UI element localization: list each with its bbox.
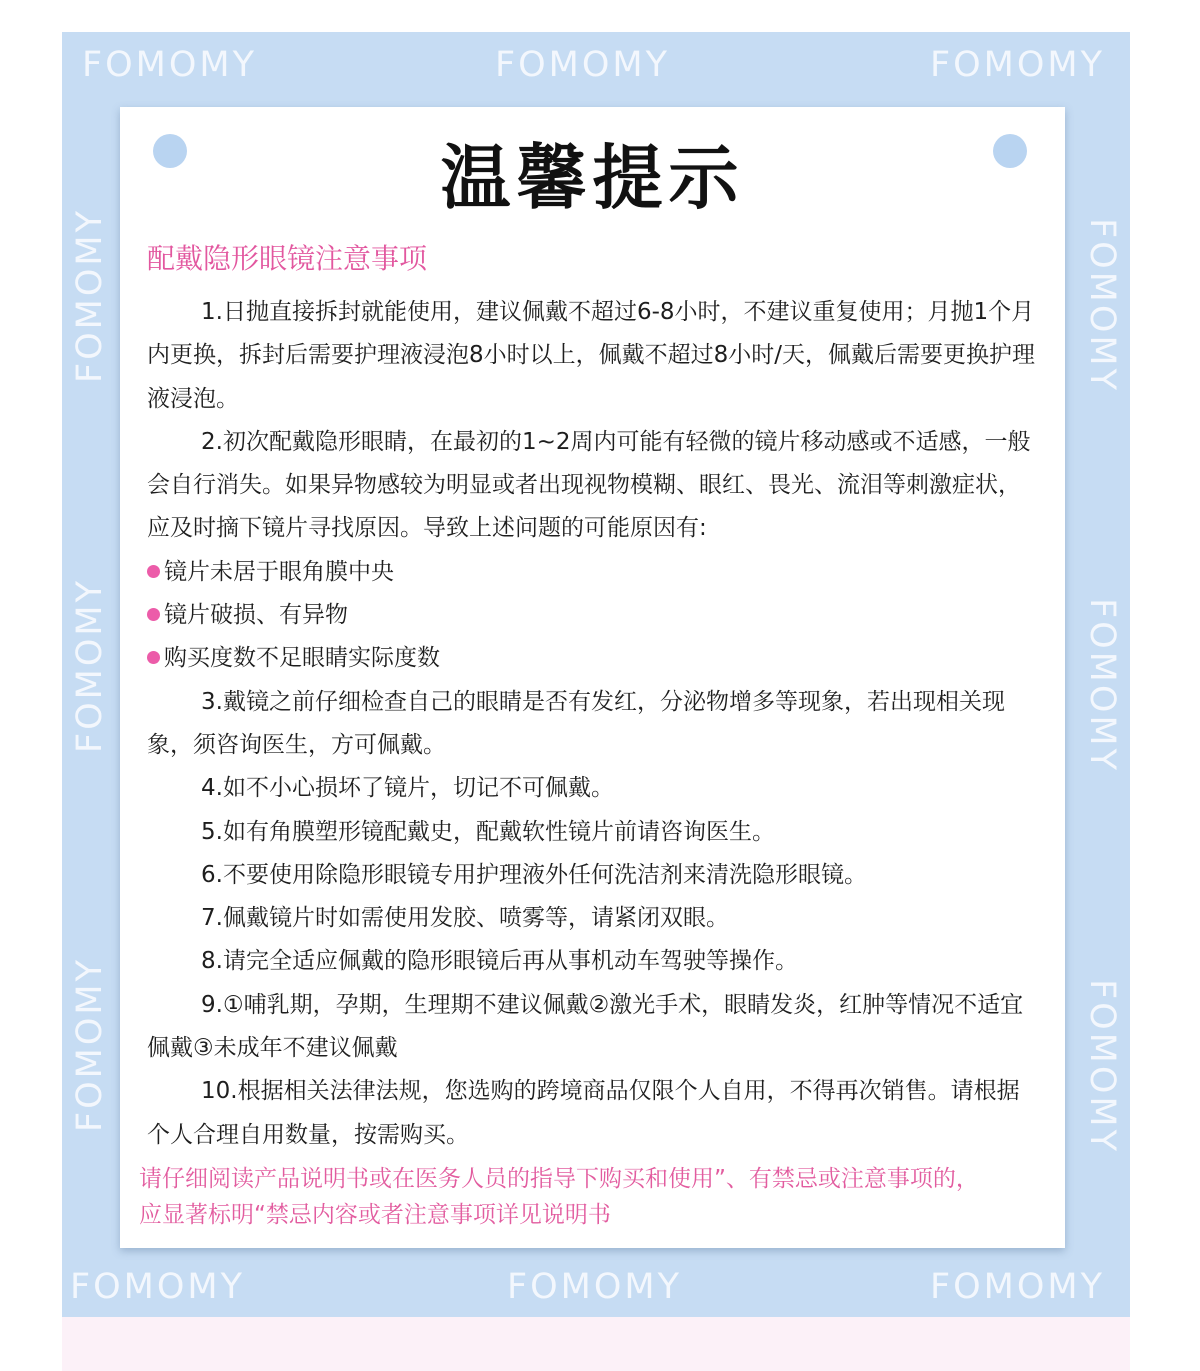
watermark-right-2: FOMOMY bbox=[1082, 598, 1122, 774]
watermark-left-3: FOMOMY bbox=[70, 956, 110, 1132]
watermark-top-right: FOMOMY bbox=[930, 45, 1106, 85]
cause-bullet-1 bbox=[147, 551, 1042, 594]
watermark-top-center: FOMOMY bbox=[495, 45, 671, 85]
precaution-item-6: 6.不要使用除隐形眼镜专用护理液外任何洗洁剂来清洗隐形眼镜。 bbox=[201, 861, 867, 888]
precaution-item-2: 2.初次配戴隐形眼睛，在最初的1~2周内可能有轻微的镜片移动感或不适感，一般会自行消失。如果异物感较为明显或者出现视物模糊、眼红、畏光、流泪等刺激症状，应及时摘下镜片寻找原因。导致上述问题的可能原因有: bbox=[147, 428, 1031, 542]
watermark-right-1: FOMOMY bbox=[1082, 218, 1122, 394]
watermark-left-1: FOMOMY bbox=[70, 207, 110, 383]
bullet-dot-icon bbox=[147, 608, 160, 621]
precaution-item-3: 3.戴镜之前仔细检查自己的眼睛是否有发红，分泌物增多等现象，若出现相关现象，须咨询医生，方可佩戴。 bbox=[147, 688, 1005, 758]
precaution-item-4: 4.如不小心损坏了镜片，切记不可佩戴。 bbox=[201, 775, 614, 802]
legal-notice-line-2: 应显著标明“禁忌内容或者注意事项详见说明书 bbox=[139, 1202, 611, 1228]
precaution-item-5: 5.如有角膜塑形镜配戴史，配戴软性镜片前请咨询医生。 bbox=[201, 818, 775, 845]
bullet-dot-icon bbox=[147, 651, 160, 664]
bottom-band bbox=[62, 1317, 1130, 1371]
cause-bullet-2 bbox=[147, 594, 1042, 637]
cause-bullet-3 bbox=[147, 637, 1042, 680]
precaution-item-8: 8.请完全适应佩戴的隐形眼镜后再从事机动车驾驶等操作。 bbox=[201, 948, 798, 975]
notice-card bbox=[120, 107, 1065, 1248]
legal-notice bbox=[139, 1161, 1057, 1233]
page-title: 温馨提示 bbox=[440, 137, 745, 219]
bullet-dot-icon bbox=[147, 565, 160, 578]
watermark-top-left: FOMOMY bbox=[82, 45, 258, 85]
precaution-item-1: 1.日抛直接拆封就能使用，建议佩戴不超过6-8小时，不建议重复使用；月抛1个月内更换，拆封后需要护理液浸泡8小时以上，佩戴不超过8小时/天，佩戴后需要更换护理液浸泡。 bbox=[147, 299, 1036, 412]
precaution-item-7: 7.佩戴镜片时如需使用发胶、喷雾等，请紧闭双眼。 bbox=[201, 905, 729, 932]
watermark-bottom-center: FOMOMY bbox=[507, 1267, 683, 1307]
precaution-item-9: 9.①哺乳期，孕期，生理期不建议佩戴②激光手术，眼睛发炎，红肿等情况不适宜佩戴③未成年不建议佩戴 bbox=[147, 991, 1024, 1062]
section-subtitle: 配戴隐形眼镜注意事项 bbox=[147, 242, 428, 275]
watermark-left-2: FOMOMY bbox=[70, 577, 110, 753]
cause-bullet-text: 镜片破损、有异物 bbox=[164, 602, 348, 629]
cause-bullet-text: 镜片未居于眼角膜中央 bbox=[164, 558, 394, 585]
precaution-item-10: 10.根据相关法律法规，您选购的跨境商品仅限个人自用，不得再次销售。请根据个人合理自用数量，按需购买。 bbox=[147, 1078, 1020, 1148]
watermark-bottom-right: FOMOMY bbox=[930, 1267, 1106, 1307]
cause-bullet-text: 购买度数不足眼睛实际度数 bbox=[164, 645, 440, 672]
watermark-right-3: FOMOMY bbox=[1082, 979, 1122, 1155]
legal-notice-line-1: 请仔细阅读产品说明书或在医务人员的指导下购买和使用”、有禁忌或注意事项的， bbox=[139, 1166, 979, 1192]
watermark-bottom-left: FOMOMY bbox=[70, 1267, 246, 1307]
precautions-list bbox=[147, 291, 1042, 1157]
